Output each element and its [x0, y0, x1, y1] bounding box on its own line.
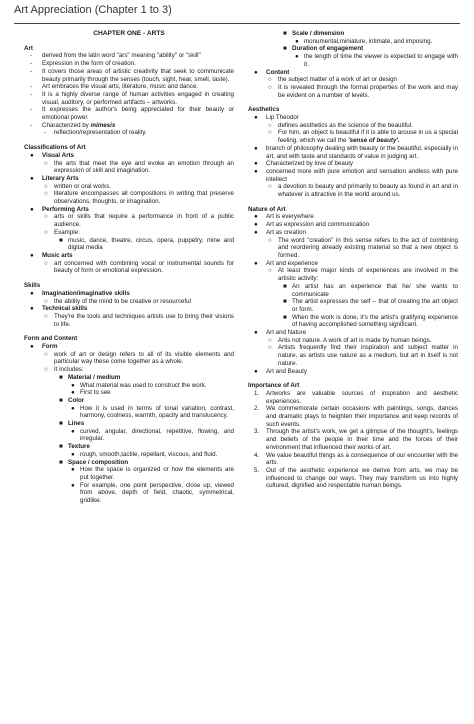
list-item [248, 368, 458, 376]
item-text: Artis not nature. A work of art is made by human beings. [278, 336, 432, 344]
bullet-marker: ■ [283, 45, 287, 53]
item-text: Lines [68, 420, 85, 428]
bullet-marker: ○ [268, 344, 272, 352]
item-text: the arts that meet the eye and evoke an emotion through an expression of skill and imagination. [54, 159, 234, 175]
bullet-marker: ● [30, 289, 34, 297]
list-item [24, 290, 234, 298]
item-text: Scale / dimension [292, 30, 345, 37]
bullet-marker: ■ [59, 373, 63, 381]
list-item [24, 190, 234, 205]
bullet-marker: 5. [254, 466, 260, 474]
item-text: arts or skills that require a performance in front of a public audience. [54, 213, 234, 229]
list-item [24, 183, 234, 191]
list-item [248, 452, 458, 467]
list-item [24, 206, 234, 214]
bullet-marker: ■ [283, 30, 287, 37]
bullet-marker: ■ [59, 420, 63, 428]
item-text: a devotion to beauty and primarily to beauty as found in art and in whatever is attractive in the world around us. [278, 183, 458, 199]
item-text: Literary Arts [42, 174, 79, 182]
item-text: reflection/representation of reality. [54, 129, 147, 137]
list-item [24, 420, 234, 428]
list-item [248, 405, 458, 428]
section-heading: Importance of Art [248, 382, 300, 390]
list-item [24, 351, 234, 366]
item-text: Artworks are valuable sources of inspiration and aesthetic experiences. [266, 389, 458, 405]
item-text: How the space is organized or how the elements are put together. [80, 466, 234, 481]
item-text: art concerned with combining vocal or instrumental sounds for beauty of form or emotional expression. [54, 259, 234, 275]
list-item [24, 252, 234, 260]
bullet-marker: ○ [44, 350, 48, 358]
list-item [248, 314, 458, 329]
list-item [24, 466, 234, 481]
list-item [248, 45, 458, 53]
item-text: Performing Arts [42, 205, 89, 213]
list-item [24, 213, 234, 228]
list-item [24, 428, 234, 443]
section-heading: Classifications of Art [24, 144, 86, 152]
bullet-marker: ● [30, 205, 34, 213]
list-item [24, 83, 234, 91]
section-heading: Skills [24, 282, 41, 290]
item-text: written or oral works. [54, 182, 112, 190]
item-text: We commemorate certain occasions with paintings, songs, dances and dramatic plays to heighten their importance and keep records of such events. [266, 405, 458, 428]
bullet-marker: ● [254, 329, 258, 337]
list-item [248, 122, 458, 130]
list-item [248, 69, 458, 77]
bullet-marker: - [30, 67, 33, 75]
list-item [248, 267, 458, 282]
bullet-marker: ● [30, 343, 34, 351]
item-text: concerned more with pure emotion and sensation andless with pure intellect [266, 167, 458, 183]
bullet-marker: ● [71, 404, 75, 412]
item-text: We value beautiful things as a consequence of our encounter with the arts. [266, 451, 458, 467]
bullet-marker: ● [30, 305, 34, 313]
list-item [248, 160, 458, 168]
bullet-marker: ○ [44, 182, 48, 190]
item-text: How it is used in terms of tonal variation, contrast, harmony, coolness, warmth, opacity and translucency. [80, 404, 234, 420]
list-item [248, 145, 458, 160]
list-item [24, 237, 234, 252]
section-heading: Aesthetics [248, 106, 280, 114]
item-text: Form [42, 343, 58, 351]
item-text: monumental,miniature, intimate, and imposing. [304, 37, 433, 45]
item-text: Duration of engagement [292, 45, 364, 53]
list-item [24, 443, 234, 451]
bullet-marker: ○ [268, 336, 272, 344]
item-text: Characterized by [42, 121, 91, 129]
list-item [24, 451, 234, 459]
item-text: Art as expression and communication [266, 221, 370, 229]
bullet-marker: ○ [268, 83, 272, 91]
bullet-marker: ● [254, 367, 258, 375]
list-item [248, 229, 458, 237]
bullet-marker: ● [254, 68, 258, 76]
title-rule [14, 23, 460, 24]
item-text: Art and Nature [266, 329, 307, 337]
right-column [248, 30, 458, 490]
list-item [24, 175, 234, 183]
bullet-marker: 3. [254, 428, 260, 436]
list-item [24, 298, 234, 306]
list-item [248, 84, 458, 99]
bullet-marker: 4. [254, 451, 260, 459]
item-text: derived from the latin word "ars" meaning "ability" or "skill" [42, 52, 201, 60]
list-item [248, 337, 458, 345]
bullet-marker: - [44, 129, 47, 137]
item-text: An artist has an experience that he/ she wants to communicate [292, 282, 458, 298]
bullet-marker: ■ [59, 443, 63, 451]
item-text: It covers those areas of artistic creativity that seek to communicate beauty primarily through the senses (touch, sight, hear, smell, taste). [42, 67, 234, 83]
list-item [248, 344, 458, 367]
item-text: Out of the aesthetic experience we derive from arts, we may be influenced to change our ways. They may transform us into highly cultured, dignified and respectable human beings. [266, 466, 458, 490]
item-text: defines aesthetics as the science of the beautiful. [278, 121, 413, 129]
bullet-marker: ● [71, 466, 75, 474]
chapter-heading: CHAPTER ONE - ARTS [93, 30, 165, 37]
item-text: Technical skills [42, 305, 88, 313]
bullet-marker: ● [30, 151, 34, 159]
bullet-marker: ● [254, 213, 258, 221]
bullet-marker: ● [254, 144, 258, 152]
item-text: It is revealed through the formal properties of the work and may be evident on a number of levels. [278, 83, 458, 99]
item-text: Color [68, 396, 85, 404]
bullet-marker: ■ [283, 298, 287, 306]
list-item [248, 283, 458, 298]
list-item [24, 397, 234, 405]
bullet-marker: ● [30, 251, 34, 259]
item-text: the ability of the mind to be creative or resourceful [54, 297, 191, 305]
item-text: Art as creation [266, 228, 306, 236]
item-text: Expression in the form of creation. [42, 60, 136, 68]
item-text: Imagination/imaginative skills [42, 289, 130, 297]
list-item [24, 122, 234, 130]
list-item [24, 152, 234, 160]
item-text: Art and experience [266, 259, 318, 267]
list-item [24, 160, 234, 175]
bullet-marker: ○ [44, 213, 48, 221]
bullet-marker: 2. [254, 405, 260, 413]
item-text: It is a highly diverse range of human activities engaged in creating visual, auditory, or performed artifacts – artworks. [42, 90, 234, 106]
item-text: branch of philosophy dealing with beauty or the beautiful, especially in art, and with taste and standards of value in judging art. [266, 144, 458, 160]
section-heading: Form and Content [24, 335, 78, 343]
item-text: The artist expresses the self -- that of creating the art object or form. [292, 298, 458, 313]
bullet-marker: ● [295, 53, 299, 61]
item-text: Material / medium [68, 373, 121, 381]
bullet-marker: 1. [254, 389, 260, 397]
bullet-marker: ● [254, 160, 258, 168]
item-text: At least three major kinds of experiences are involved in the artistic activity: [278, 267, 458, 283]
item-text: Art and Beauty [266, 367, 307, 375]
list-item [24, 229, 234, 237]
item-text: It expresses the author's being appreciated for their beauty or emotional power. [42, 106, 234, 122]
bullet-marker: ● [254, 228, 258, 236]
bullet-marker: ● [254, 114, 258, 122]
list-item [248, 53, 458, 68]
bullet-marker: ● [295, 37, 299, 45]
bullet-marker: ○ [268, 236, 272, 244]
item-text: literature encompasses all compositions in writing that preserve observations, thoughts, or imagination. [54, 190, 234, 206]
document-title: Art Appreciation (Chapter 1 to 3) [14, 4, 172, 16]
section-heading: Art [24, 44, 33, 52]
list-item [24, 382, 234, 390]
item-text: rough, smooth,tactile, repellant, viscous, and fluid. [80, 450, 218, 458]
bullet-marker: ■ [283, 313, 287, 321]
item-text: What material was used to construct the work. [80, 381, 207, 389]
bullet-marker: ○ [44, 312, 48, 320]
list-item [24, 106, 234, 121]
item-text: The word "creation" in this sense refers to the act of combining and reordering already existing material so that a new object is formed. [278, 236, 458, 259]
bullet-marker: - [30, 52, 33, 60]
item-text: work of art or design refers to all of its visible elements and particular way these come together as a whole. [54, 350, 234, 366]
item-text: For him, an object is beautiful if it is able to arouse in us a special feeling, which we call the [278, 129, 458, 145]
bullet-marker: - [30, 83, 33, 91]
list-item [248, 38, 458, 46]
list-item [248, 260, 458, 268]
item-text: They're the tools and techniques artists use to bring their visions to life. [54, 312, 234, 328]
bullet-marker: ● [71, 481, 75, 489]
list-item [24, 91, 234, 106]
bullet-marker: ○ [268, 183, 272, 191]
bullet-marker: ● [71, 381, 75, 389]
list-item [24, 52, 234, 60]
item-text: For example, one point perspective, close up, viewed from above, depth of field, chaotic, symmetrical, gridlike. [80, 481, 234, 505]
bullet-marker: ● [254, 221, 258, 229]
list-item [248, 390, 458, 405]
list-item [24, 366, 234, 374]
section-heading: Nature of Art [248, 205, 286, 213]
bullet-marker: ○ [44, 159, 48, 167]
list-item [24, 459, 234, 467]
item-text: Space / composition [68, 458, 129, 466]
bullet-marker: ○ [268, 129, 272, 137]
item-text: When the work is done, it's the artist's gratifying experience of having accomplished something significant. [292, 313, 458, 329]
bullet-marker: ○ [44, 366, 48, 374]
item-text: First to see [80, 389, 111, 397]
bullet-marker: ● [254, 259, 258, 267]
item-text: Art embraces the visual arts, literature, music and dance. [42, 83, 199, 91]
item-text: music, dance, theatre, circus, opera, puppetry, mine and digital media [68, 236, 234, 252]
list-item [24, 260, 234, 275]
bullet-marker: ● [30, 174, 34, 182]
list-item [24, 68, 234, 83]
bullet-marker: ○ [268, 76, 272, 84]
item-text: Visual Arts [42, 151, 74, 159]
list-item [248, 428, 458, 451]
list-item [248, 329, 458, 337]
item-text: the subject matter of a work of art or design [278, 76, 397, 84]
bullet-marker: ○ [44, 190, 48, 198]
bullet-marker: ■ [59, 458, 63, 466]
list-item [248, 76, 458, 84]
bullet-marker: - [30, 60, 33, 68]
bullet-marker: ■ [283, 282, 287, 290]
item-text: Content [266, 68, 290, 76]
bullet-marker: ○ [268, 121, 272, 129]
item-text: Texture [68, 443, 90, 451]
list-item [248, 467, 458, 490]
list-item [248, 221, 458, 229]
list-item [248, 213, 458, 221]
list-item [248, 30, 458, 38]
list-item [24, 482, 234, 505]
bullet-marker: ● [71, 389, 75, 397]
emphasis-text: 'sense of beauty'. [348, 137, 400, 145]
left-column [24, 30, 234, 505]
bullet-marker: ○ [44, 228, 48, 236]
list-item [248, 168, 458, 183]
list-item [24, 60, 234, 68]
list-item [248, 129, 458, 144]
bullet-marker: ● [254, 167, 258, 175]
bullet-marker: ■ [59, 396, 63, 404]
list-item [24, 313, 234, 328]
item-text: It includes: [54, 366, 84, 374]
item-text: the length of time the viewer is expected to engage with it. [304, 53, 458, 68]
bullet-marker: ● [71, 427, 75, 435]
bullet-marker: ○ [44, 259, 48, 267]
bullet-marker: - [30, 121, 33, 129]
item-text: curved, angular, directional, repetitive, flowing, and irregular. [80, 427, 234, 443]
item-text: Through the artist's work, we get a glimpse of the thought's, feelings and beliefs of the people in their time and the forces of their environment that influenced their works of art. [266, 428, 458, 451]
bullet-marker: ○ [268, 267, 272, 275]
item-text: Art is everywhere [266, 213, 314, 221]
item-text: Characterized by love of beauty [266, 160, 354, 168]
item-text: Music arts [42, 251, 73, 259]
list-item [24, 305, 234, 313]
item-text: Example: [54, 228, 80, 236]
list-item [24, 389, 234, 397]
list-item [24, 343, 234, 351]
bullet-marker: - [30, 90, 33, 98]
item-text: Lip Theodor [266, 114, 299, 122]
list-item [248, 114, 458, 122]
emphasis-text: mimesis [90, 121, 116, 129]
list-item [24, 129, 234, 137]
list-item [248, 183, 458, 198]
bullet-marker: ■ [59, 236, 63, 244]
list-item [24, 405, 234, 420]
bullet-marker: ○ [44, 297, 48, 305]
list-item [24, 374, 234, 382]
bullet-marker: - [30, 106, 33, 114]
list-item [248, 298, 458, 313]
list-item [248, 237, 458, 260]
bullet-marker: ● [71, 450, 75, 458]
item-text: Artists frequently find their inspiration and subject matter in nature, as artists use nature as a medium, but art in itself is not nature. [278, 344, 458, 367]
